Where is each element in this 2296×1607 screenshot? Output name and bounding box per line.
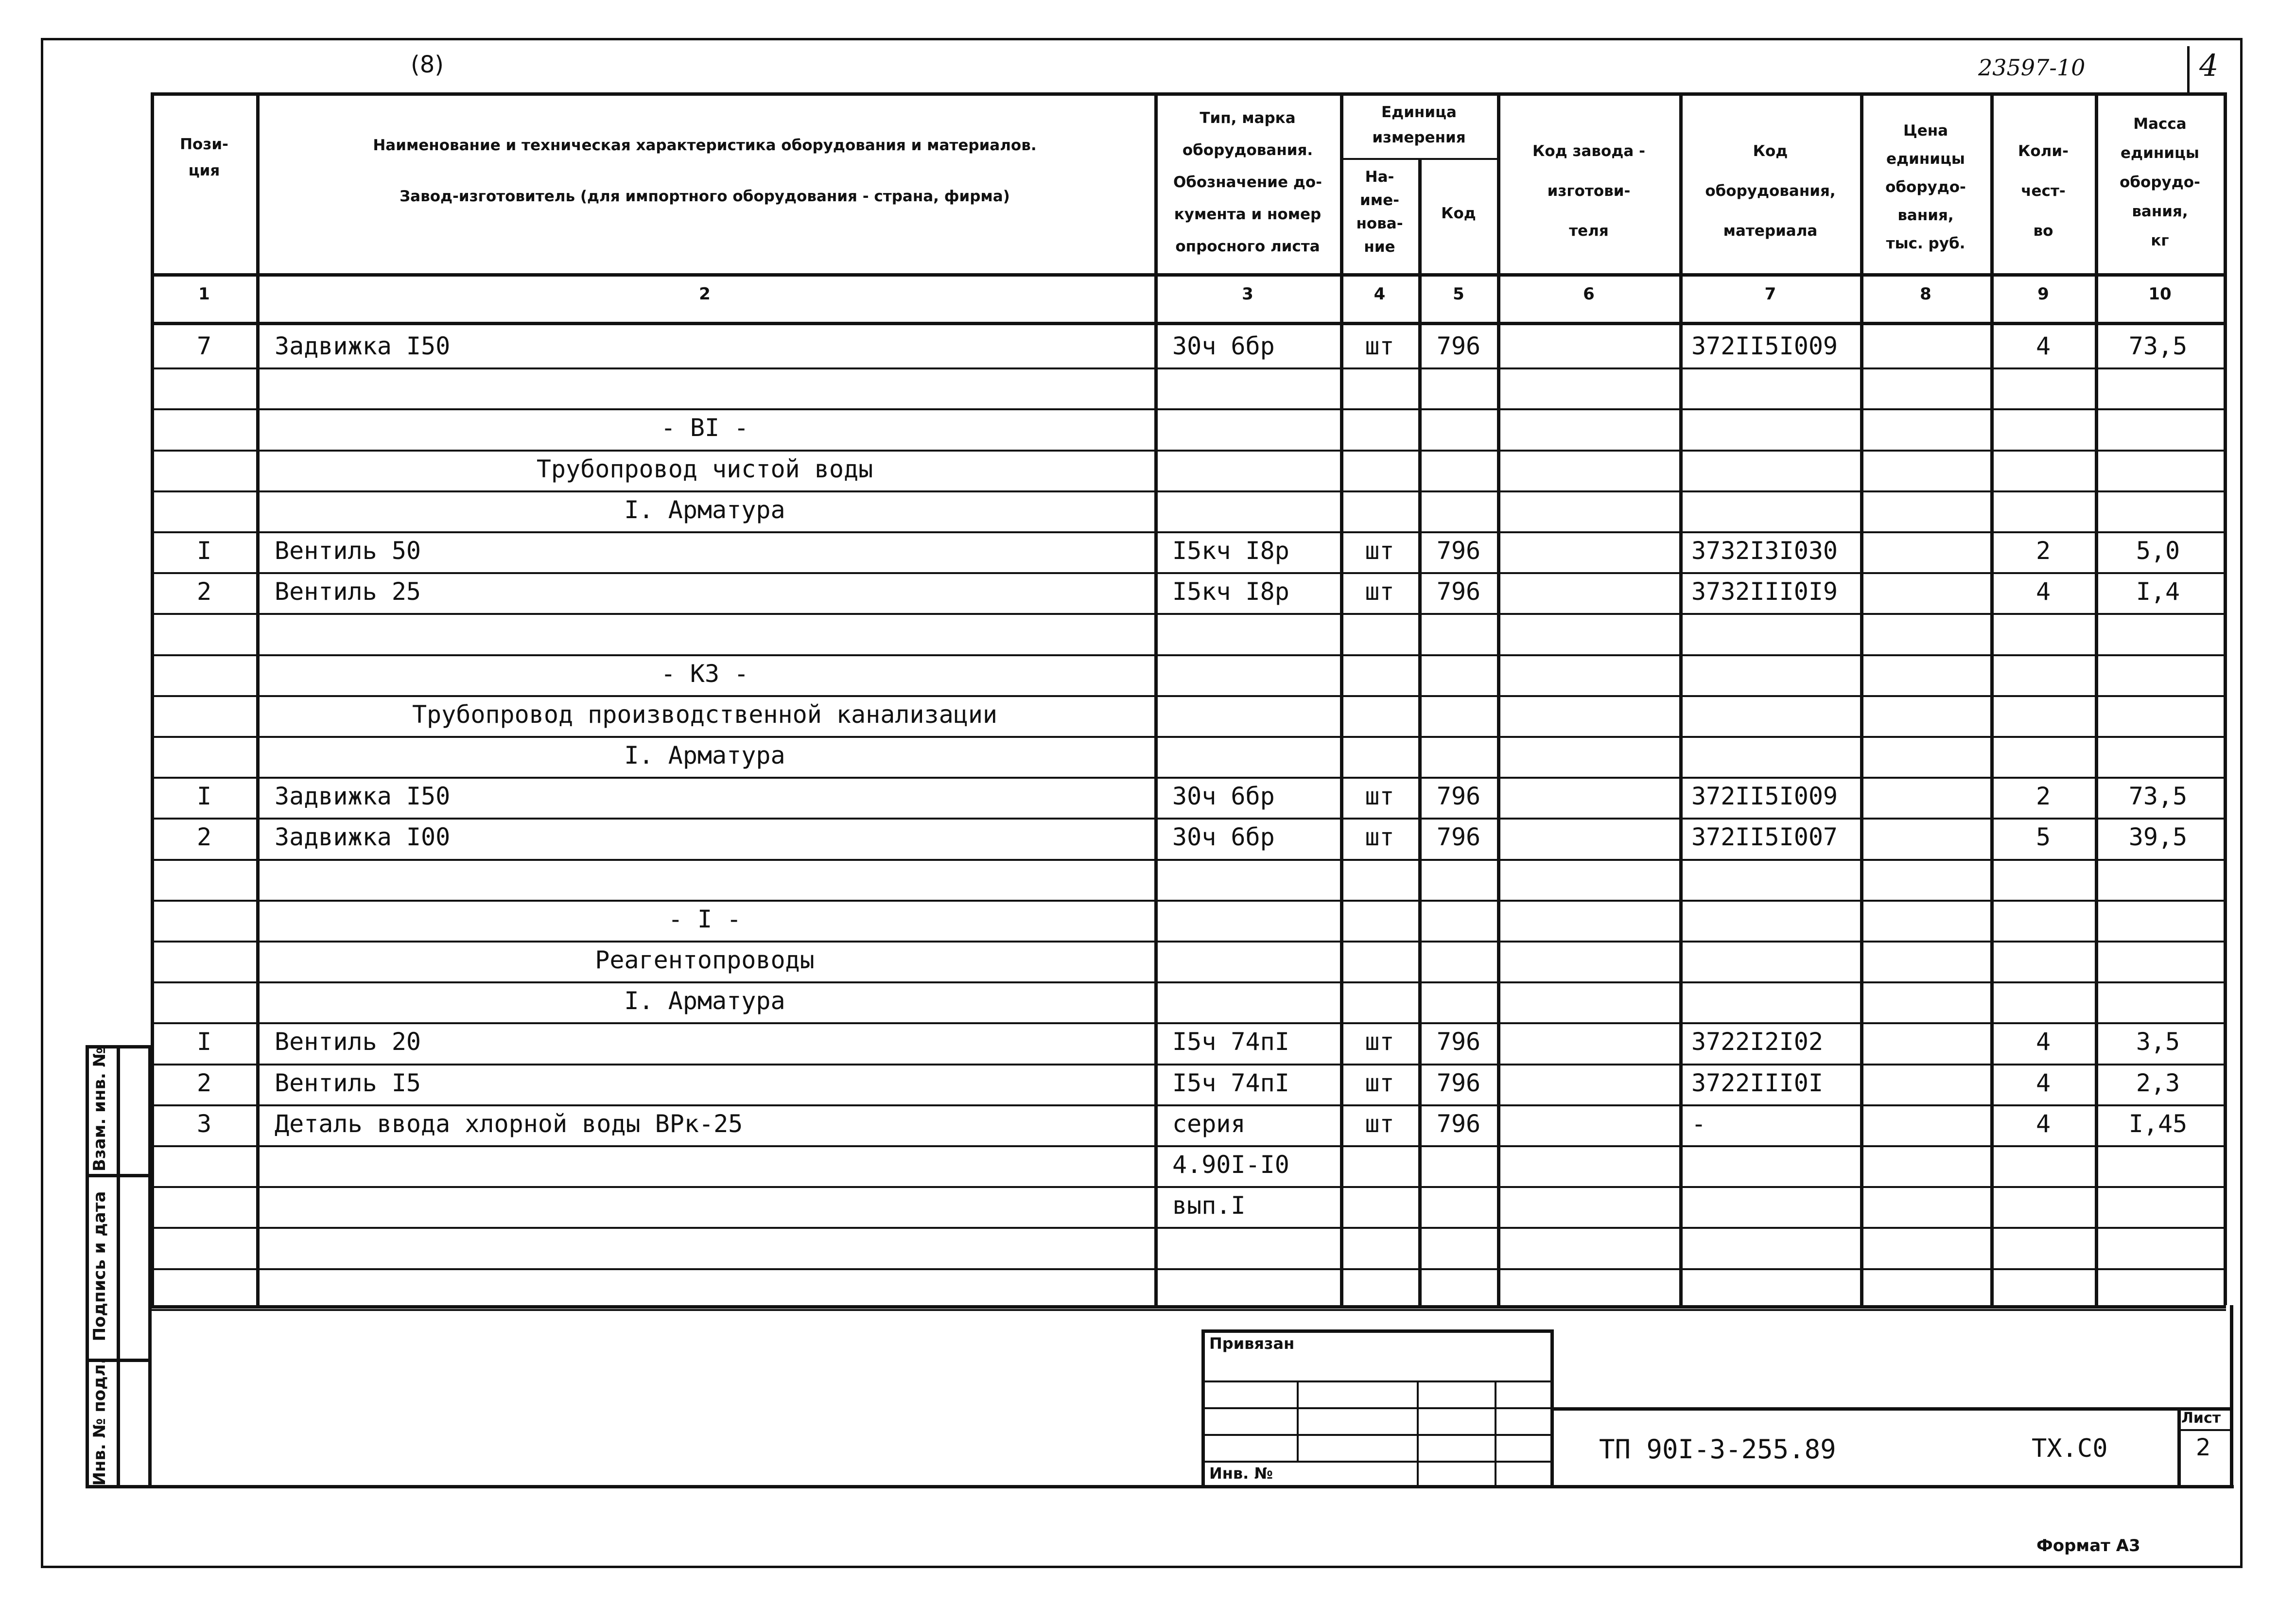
cell-type: вып.I [1172, 1191, 1246, 1220]
cell-name: Трубопровод производственной канализации [412, 700, 998, 729]
row-divider [151, 981, 2226, 983]
row-divider [151, 450, 2226, 452]
row-divider [151, 777, 2226, 779]
cell-qty: 4 [2035, 1109, 2051, 1138]
cell-equip: 372II5I007 [1691, 823, 1838, 852]
cell-unit: шт [1365, 537, 1394, 565]
cell-unit: шт [1365, 823, 1394, 852]
cell-qty: 4 [2035, 1028, 2051, 1056]
cell-name: Вентиль I5 [275, 1068, 421, 1097]
document-code: ТП 90I-3-255.89 [1599, 1434, 1836, 1465]
cell-pos: I [196, 537, 212, 565]
cell-mass: 73,5 [2128, 782, 2188, 811]
cell-qty: 4 [2035, 332, 2051, 360]
cell-equip: 372II5I009 [1691, 782, 1838, 811]
column-number: 2 [699, 284, 711, 304]
cell-qty: 5 [2035, 823, 2051, 852]
cell-name: - BI - [661, 414, 749, 442]
cell-unit: шт [1365, 577, 1394, 606]
cell-mass: 5,0 [2136, 537, 2180, 565]
row-divider [151, 1309, 2226, 1311]
top-right-number: 23597-10 [1978, 54, 2086, 81]
row-divider [151, 654, 2226, 656]
row-divider [151, 408, 2226, 410]
row-divider [151, 1022, 2226, 1024]
cell-code: 796 [1436, 1028, 1481, 1056]
cell-unit: шт [1365, 332, 1394, 360]
cell-code: 796 [1436, 1068, 1481, 1097]
row-divider [151, 490, 2226, 492]
cell-name: I. Арматура [624, 741, 785, 769]
cell-pos: 2 [196, 577, 212, 606]
cell-mass: 73,5 [2128, 332, 2188, 360]
cell-code: 796 [1436, 537, 1481, 565]
row-divider [151, 572, 2226, 574]
cell-type: I5кч I8р [1172, 577, 1289, 606]
header-position: Пози- ция [180, 136, 228, 179]
cell-mass: I,45 [2128, 1109, 2188, 1138]
cell-mass: 2,3 [2136, 1068, 2180, 1097]
cell-name: - K3 - [661, 659, 749, 688]
cell-name: Задвижка I00 [275, 823, 451, 852]
cell-unit: шт [1365, 1028, 1394, 1056]
cell-name: Вентиль 25 [275, 577, 421, 606]
side-stamp-vzam-inv: Взам. инв. № [90, 1047, 109, 1171]
row-divider [151, 695, 2226, 697]
cell-equip: 372II5I009 [1691, 332, 1838, 360]
row-divider [151, 1186, 2226, 1188]
cell-type: I5кч I8р [1172, 537, 1289, 565]
cell-name: Реагентопроводы [595, 946, 815, 974]
column-number: 3 [1242, 284, 1253, 304]
cell-qty: 2 [2035, 537, 2051, 565]
format-label: Формат А3 [2036, 1536, 2140, 1555]
side-stamp-podpis-data: Подпись и дата [90, 1191, 109, 1342]
cell-code: 796 [1436, 577, 1481, 606]
cell-name: Bентиль 20 [275, 1028, 421, 1056]
cell-code: 796 [1436, 332, 1481, 360]
cell-mass: 39,5 [2128, 823, 2188, 852]
row-divider [151, 1145, 2226, 1147]
cell-name: Трубопровод чистой воды [536, 454, 873, 483]
column-number: 10 [2148, 284, 2172, 304]
cell-code: 796 [1436, 782, 1481, 811]
cell-name: I. Арматура [624, 495, 785, 524]
cell-name: I. Арматура [624, 987, 785, 1015]
cell-unit: шт [1365, 782, 1394, 811]
header-unit-price: Цена единицы оборудо- вания, тыс. руб. [1885, 122, 1966, 252]
cell-unit: шт [1365, 1068, 1394, 1097]
cell-type: 4.90I-I0 [1172, 1151, 1289, 1179]
cell-code: 796 [1436, 823, 1481, 852]
sheet-code: ТХ.С0 [2032, 1434, 2108, 1463]
cell-type: 30ч 6бр [1172, 823, 1275, 852]
cell-pos: 3 [196, 1109, 212, 1138]
corner-sheet-number: 4 [2199, 48, 2219, 83]
cell-type: I5ч 74пI [1172, 1068, 1289, 1097]
cell-name: Задвижка I50 [275, 332, 451, 360]
row-divider [151, 1268, 2226, 1270]
privyazan-label: Привязан [1209, 1334, 1295, 1353]
header-factory-code: Код завода - изготови- теля [1532, 142, 1645, 240]
cell-name: Задвижка I50 [275, 782, 451, 811]
cell-type: серия [1172, 1109, 1246, 1138]
cell-qty: 2 [2035, 782, 2051, 811]
header-name-line2: Завод-изготовитель (для импортного оборудования - страна, фирма) [400, 188, 1010, 205]
column-number: 4 [1374, 284, 1386, 304]
cell-equip: 3732I3I030 [1691, 537, 1838, 565]
row-divider [151, 531, 2226, 533]
column-number: 1 [198, 284, 210, 304]
row-divider [151, 1064, 2226, 1066]
cell-qty: 4 [2035, 577, 2051, 606]
cell-name: - I - [668, 905, 742, 933]
column-number: 5 [1453, 284, 1464, 304]
side-stamp-inv-podl: Инв. № подл. [90, 1358, 109, 1486]
cell-pos: 2 [196, 823, 212, 852]
cell-pos: I [196, 1028, 212, 1056]
header-unit-mass: Масса единицы оборудо- вания, кг [2120, 115, 2200, 249]
column-number: 7 [1764, 284, 1776, 304]
header-unit-name: На- име- нова- ние [1356, 168, 1403, 256]
row-divider [151, 1227, 2226, 1229]
row-divider [151, 613, 2226, 615]
cell-name: Вентиль 50 [275, 537, 421, 565]
inv-no-label: Инв. № [1209, 1464, 1273, 1483]
cell-name: Деталь ввода хлорной воды ВРк-25 [275, 1109, 743, 1138]
header-unit-code: Код [1441, 205, 1476, 222]
cell-pos: 2 [196, 1068, 212, 1097]
cell-pos: I [196, 782, 212, 811]
cell-equip: 3732III0I9 [1691, 577, 1838, 606]
header-type: Тип, марка оборудования. Обозначение до- кумента и номер опросного листа [1173, 109, 1322, 255]
row-divider [151, 818, 2226, 820]
header-unit-group: Единица измерения [1372, 104, 1466, 146]
cell-pos: 7 [196, 332, 212, 360]
row-divider [151, 900, 2226, 902]
header-equipment-code: Код оборудования, материала [1705, 142, 1836, 240]
cell-equip: 3722III0I [1691, 1068, 1823, 1097]
cell-mass: I,4 [2136, 577, 2180, 606]
row-divider [151, 859, 2226, 861]
row-divider [151, 736, 2226, 738]
header-quantity: Коли- чест- во [2018, 142, 2069, 240]
row-divider [151, 367, 2226, 369]
cell-qty: 4 [2035, 1068, 2051, 1097]
cell-code: 796 [1436, 1109, 1481, 1138]
cell-equip: - [1691, 1109, 1706, 1138]
cell-type: 30ч 6бр [1172, 332, 1275, 360]
column-number: 9 [2037, 284, 2049, 304]
header-name-line1: Наименование и техническая характеристика оборудования и материалов. [373, 137, 1037, 154]
cell-unit: шт [1365, 1109, 1394, 1138]
sheet-number: 2 [2196, 1434, 2211, 1461]
column-number: 6 [1583, 284, 1595, 304]
sheet-label: Лист [2181, 1410, 2221, 1427]
cell-type: I5ч 74пI [1172, 1028, 1289, 1056]
cell-mass: 3,5 [2136, 1028, 2180, 1056]
column-number: 8 [1920, 284, 1931, 304]
cell-equip: 3722I2I02 [1691, 1028, 1823, 1056]
row-divider [151, 1104, 2226, 1106]
cell-type: 30ч 6бр [1172, 782, 1275, 811]
top-left-mark: (8) [411, 51, 444, 78]
row-divider [151, 941, 2226, 943]
